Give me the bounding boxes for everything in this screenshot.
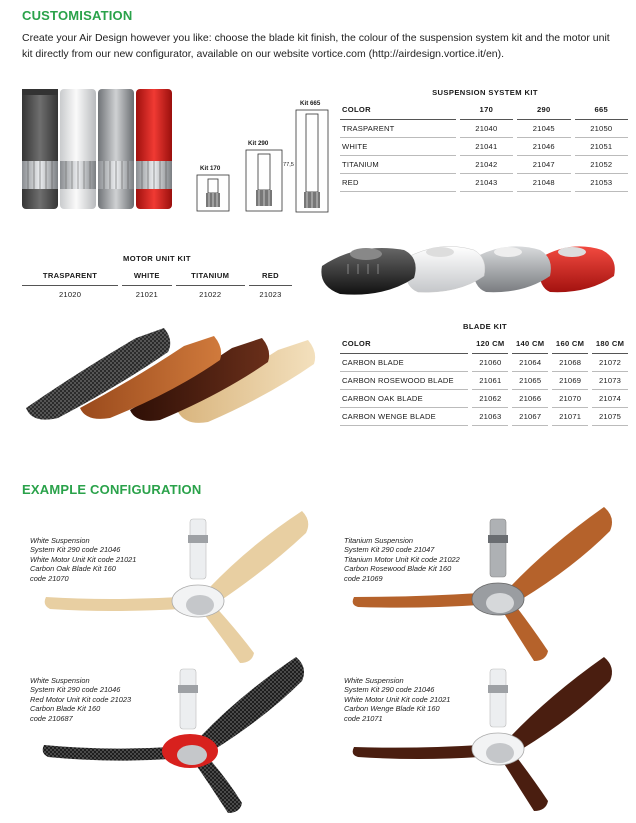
dimension-label: 77,5 [283, 162, 294, 168]
caption-line: White Suspension [344, 676, 404, 685]
table-cell: CARBON BLADE [340, 354, 468, 372]
table-cell: 21047 [517, 156, 570, 174]
table-cell: TITANIUM [340, 156, 456, 174]
motor-header-row [22, 268, 292, 286]
col-header: 140 CM [512, 336, 548, 354]
col-header: 170 [460, 102, 513, 120]
caption-line: Titanium Suspension [344, 536, 413, 545]
col-header: WHITE [122, 268, 171, 286]
col-header: RED [249, 268, 292, 286]
section-title-example-configuration: EXAMPLE CONFIGURATION [22, 482, 202, 497]
table-cell: CARBON ROSEWOOD BLADE [340, 372, 468, 390]
table-cell: 21048 [517, 174, 570, 192]
table-cell: 21022 [199, 290, 222, 299]
kit-665-label: Kit 665 [300, 100, 321, 107]
example-fan-1-image [40, 505, 320, 665]
caption-line: Carbon Oak Blade Kit 160 [30, 564, 116, 574]
caption-line: code 21069 [344, 573, 383, 583]
table-row [340, 372, 628, 390]
blade-header-row [340, 336, 628, 354]
kit-290-label: Kit 290 [248, 140, 269, 147]
caption-line: Carbon Wenge Blade Kit 160 [344, 704, 440, 714]
caption-line: System Kit 290 code 21046 [30, 685, 121, 695]
tube-white [60, 89, 96, 209]
blade-table-title: BLADE KIT [462, 322, 508, 331]
motor-white [405, 246, 485, 292]
example-fan-2-image [350, 505, 620, 665]
table-row [340, 390, 628, 408]
col-header: 160 CM [552, 336, 588, 354]
table-cell: 21071 [552, 408, 588, 426]
table-cell: 21073 [592, 372, 628, 390]
caption-line: Carbon Blade Kit 160 [30, 704, 101, 714]
table-cell: 21070 [552, 390, 588, 408]
table-cell: 21046 [517, 138, 570, 156]
table-cell: 21065 [512, 372, 548, 390]
example-1-caption [30, 536, 190, 583]
caption-line: System Kit 290 code 21046 [30, 545, 121, 555]
caption-line: code 210687 [30, 713, 73, 723]
kit-170-label: Kit 170 [200, 165, 221, 172]
caption-line: code 21071 [344, 713, 383, 723]
table-cell: 21066 [512, 390, 548, 408]
table-cell: 21040 [460, 120, 513, 138]
table-cell: 21061 [472, 372, 508, 390]
col-header: 120 CM [472, 336, 508, 354]
tube-red [136, 89, 172, 209]
example-4-caption [344, 676, 514, 723]
table-cell: 21062 [472, 390, 508, 408]
table-cell: 21021 [135, 290, 158, 299]
table-row [340, 408, 628, 426]
col-header: COLOR [340, 102, 456, 120]
motor-black [321, 248, 415, 295]
col-header: 180 CM [592, 336, 628, 354]
table-cell: 21074 [592, 390, 628, 408]
caption-line: Titanium Motor Unit Kit code 21022 [344, 554, 460, 564]
caption-line: White Motor Unit Kit code 21021 [30, 554, 137, 564]
intro-paragraph: Create your Air Design however you like: choose the blade kit finish, the colour of the suspension system kit and the motor unit kit directly from our new configurator, available on our website vortice.com (http://airdesign.vortice.it/en). [22, 32, 610, 60]
caption-line: White Suspension [30, 536, 90, 545]
table-row [22, 286, 292, 303]
section-title-customisation: CUSTOMISATION [22, 8, 133, 23]
table-row [340, 120, 628, 138]
table-cell: 21042 [460, 156, 513, 174]
table-cell: 21064 [512, 354, 548, 372]
col-header: 290 [517, 102, 570, 120]
caption-line: Carbon Rosewood Blade Kit 160 [344, 564, 452, 574]
caption-line: code 21070 [30, 573, 69, 583]
table-cell: 21050 [575, 120, 628, 138]
blade-table [336, 336, 632, 426]
suspension-table [336, 102, 632, 192]
tube-trasparent [22, 89, 58, 209]
table-cell: RED [340, 174, 456, 192]
table-cell: 21045 [517, 120, 570, 138]
col-header: TRASPARENT [22, 268, 118, 286]
table-cell: 21041 [460, 138, 513, 156]
table-cell: 21023 [259, 290, 282, 299]
kit-290-drawing [244, 148, 284, 213]
table-cell: 21075 [592, 408, 628, 426]
caption-line: Red Motor Unit Kit code 21023 [30, 694, 132, 704]
suspension-header-row [340, 102, 628, 120]
table-cell: 21052 [575, 156, 628, 174]
table-cell: 21068 [552, 354, 588, 372]
caption-line: System Kit 290 code 21046 [344, 685, 435, 695]
table-cell: 21060 [472, 354, 508, 372]
table-cell: TRASPARENT [340, 120, 456, 138]
blade-samples-image [18, 322, 338, 426]
suspension-tubes-image [18, 85, 183, 215]
col-header: TITANIUM [176, 268, 245, 286]
table-cell: 21072 [592, 354, 628, 372]
table-cell: 21051 [575, 138, 628, 156]
motor-table [18, 268, 296, 303]
table-cell: 21067 [512, 408, 548, 426]
table-cell: 21053 [575, 174, 628, 192]
table-cell: CARBON WENGE BLADE [340, 408, 468, 426]
table-row [340, 138, 628, 156]
table-cell: 21043 [460, 174, 513, 192]
col-header: COLOR [340, 336, 468, 354]
table-cell: 21063 [472, 408, 508, 426]
table-row [340, 156, 628, 174]
suspension-table-title: SUSPENSION SYSTEM KIT [432, 88, 538, 97]
motor-units-image [318, 236, 618, 304]
table-cell: 21020 [59, 290, 82, 299]
caption-line: White Motor Unit Kit code 21021 [344, 694, 451, 704]
example-2-caption [344, 536, 514, 583]
caption-line: White Suspension [30, 676, 90, 685]
kit-665-drawing [294, 108, 330, 214]
table-cell: CARBON OAK BLADE [340, 390, 468, 408]
col-header: 665 [575, 102, 628, 120]
caption-line: System Kit 290 code 21047 [344, 545, 435, 555]
table-row [340, 354, 628, 372]
table-row [340, 174, 628, 192]
example-3-caption [30, 676, 190, 723]
table-cell: 21069 [552, 372, 588, 390]
kit-170-drawing [195, 173, 231, 213]
table-cell: WHITE [340, 138, 456, 156]
motor-table-title: MOTOR UNIT KIT [123, 254, 191, 263]
tube-titanium [98, 89, 134, 209]
